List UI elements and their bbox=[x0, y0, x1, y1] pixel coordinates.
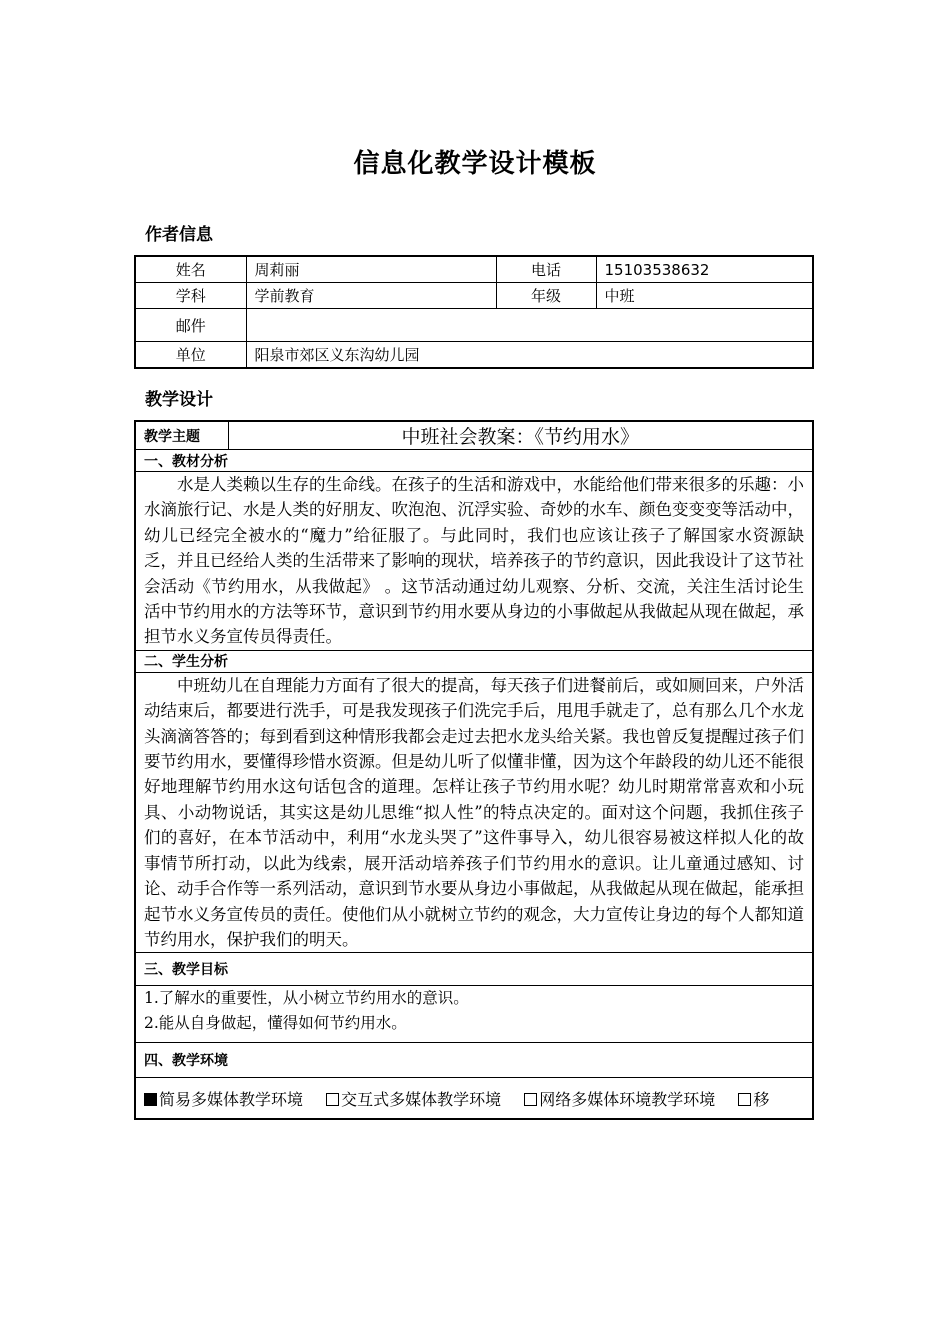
section-title-student: 二、学生分析 bbox=[135, 650, 813, 672]
author-info-table bbox=[134, 255, 814, 369]
table-row bbox=[135, 309, 813, 342]
checkbox-icon[interactable] bbox=[144, 1093, 157, 1106]
table-row bbox=[135, 672, 813, 952]
table-row bbox=[135, 472, 813, 651]
name-value: 周莉丽 bbox=[246, 256, 496, 283]
checkbox-icon[interactable] bbox=[524, 1093, 537, 1106]
table-row bbox=[135, 283, 813, 309]
theme-value: 中班社会教案：《节约用水》 bbox=[228, 421, 813, 450]
table-row bbox=[135, 650, 813, 672]
phone-label: 电话 bbox=[496, 256, 596, 283]
teaching-design-table bbox=[134, 420, 814, 1120]
subject-label: 学科 bbox=[135, 283, 246, 309]
table-row bbox=[135, 1043, 813, 1078]
env-option-mobile[interactable] bbox=[738, 1090, 769, 1109]
table-row bbox=[135, 342, 813, 369]
env-option-simple[interactable] bbox=[144, 1090, 303, 1109]
grade-value: 中班 bbox=[596, 283, 813, 309]
env-option-label: 交互式多媒体教学环境 bbox=[341, 1089, 502, 1109]
name-label: 姓名 bbox=[135, 256, 246, 283]
material-analysis-text: 水是人类赖以生存的生命线。在孩子的生活和游戏中，水能给他们带来很多的乐趣：小水滴旅行记、水是人类的好朋友、吹泡泡、沉浮实验、奇妙的水车、颜色变变变等活动中，幼儿已经完全被水的“魔力”给征服了。与此同时，我们也应该让孩子了解国家水资源缺乏，并且已经给人类的生活带来了影响的现状，培养孩子的节约意识，因此我设计了这节社会活动《节约用水，从我做起》 。这节活动通过幼儿观察、分析、交流，关注生活讨论生活中节约用水的方法等环节，意识到节约用水要从身边的小事做起从我做起从现在做起，承担节水义务宣传员得责任。 bbox=[135, 472, 813, 651]
grade-label: 年级 bbox=[496, 283, 596, 309]
table-row bbox=[135, 256, 813, 283]
email-label: 邮件 bbox=[135, 309, 246, 342]
section-title-material: 一、教材分析 bbox=[135, 450, 813, 472]
subject-value: 学前教育 bbox=[246, 283, 496, 309]
unit-label: 单位 bbox=[135, 342, 246, 369]
section-title-goals: 三、教学目标 bbox=[135, 953, 813, 986]
author-info-heading: 作者信息 bbox=[145, 225, 213, 245]
table-row bbox=[135, 986, 813, 1043]
page-title: 信息化教学设计模板 bbox=[353, 149, 597, 179]
table-row bbox=[135, 450, 813, 472]
teaching-design-heading: 教学设计 bbox=[145, 390, 213, 410]
teaching-goals bbox=[135, 986, 813, 1043]
env-option-interactive[interactable] bbox=[326, 1090, 501, 1109]
table-row bbox=[135, 953, 813, 986]
env-option-label: 移 bbox=[753, 1089, 770, 1109]
table-row bbox=[135, 1078, 813, 1120]
table-row bbox=[135, 421, 813, 450]
goal-item: 2.能从自身做起，懂得如何节约用水。 bbox=[144, 1014, 407, 1033]
goal-item: 1.了解水的重要性，从小树立节约用水的意识。 bbox=[144, 989, 469, 1008]
theme-label: 教学主题 bbox=[135, 421, 228, 450]
email-value bbox=[246, 309, 813, 342]
unit-value: 阳泉市郊区义东沟幼儿园 bbox=[246, 342, 813, 369]
env-option-label: 简易多媒体教学环境 bbox=[159, 1089, 304, 1109]
env-option-label: 网络多媒体环境教学环境 bbox=[539, 1089, 716, 1109]
student-analysis-text: 中班幼儿在自理能力方面有了很大的提高，每天孩子们进餐前后，或如厕回来，户外活动结束后，都要进行洗手，可是我发现孩子们洗完手后，甩甩手就走了，总有那么几个水龙头滴滴答答的；每到看到这种情形我都会走过去把水龙头给关紧。我也曾反复提醒过孩子们要节约用水，要懂得珍惜水资源。但是幼儿听了似懂非懂，因为这个年龄段的幼儿还不能很好地理解节约用水这句话包含的道理。怎样让孩子节约用水呢？幼儿时期常常喜欢和小玩具、小动物说话，其实这是幼儿思维“拟人性”的特点决定的。面对这个问题，我抓住孩子们的喜好，在本节活动中，利用“水龙头哭了”这件事导入，幼儿很容易被这样拟人化的故事情节所打动，以此为线索，展开活动培养孩子们节约用水的意识。让儿童通过感知、讨论、动手合作等一系列活动，意识到节水要从身边小事做起，从我做起从现在做起，能承担起节水义务宣传员的责任。使他们从小就树立节约的观念，大力宣传让身边的每个人都知道节约用水，保护我们的明天。 bbox=[135, 672, 813, 952]
env-option-network[interactable] bbox=[524, 1090, 715, 1109]
section-title-environment: 四、教学环境 bbox=[135, 1043, 813, 1078]
phone-value: 15103538632 bbox=[596, 256, 813, 283]
checkbox-icon[interactable] bbox=[738, 1093, 751, 1106]
checkbox-icon[interactable] bbox=[326, 1093, 339, 1106]
environment-options bbox=[135, 1078, 813, 1120]
